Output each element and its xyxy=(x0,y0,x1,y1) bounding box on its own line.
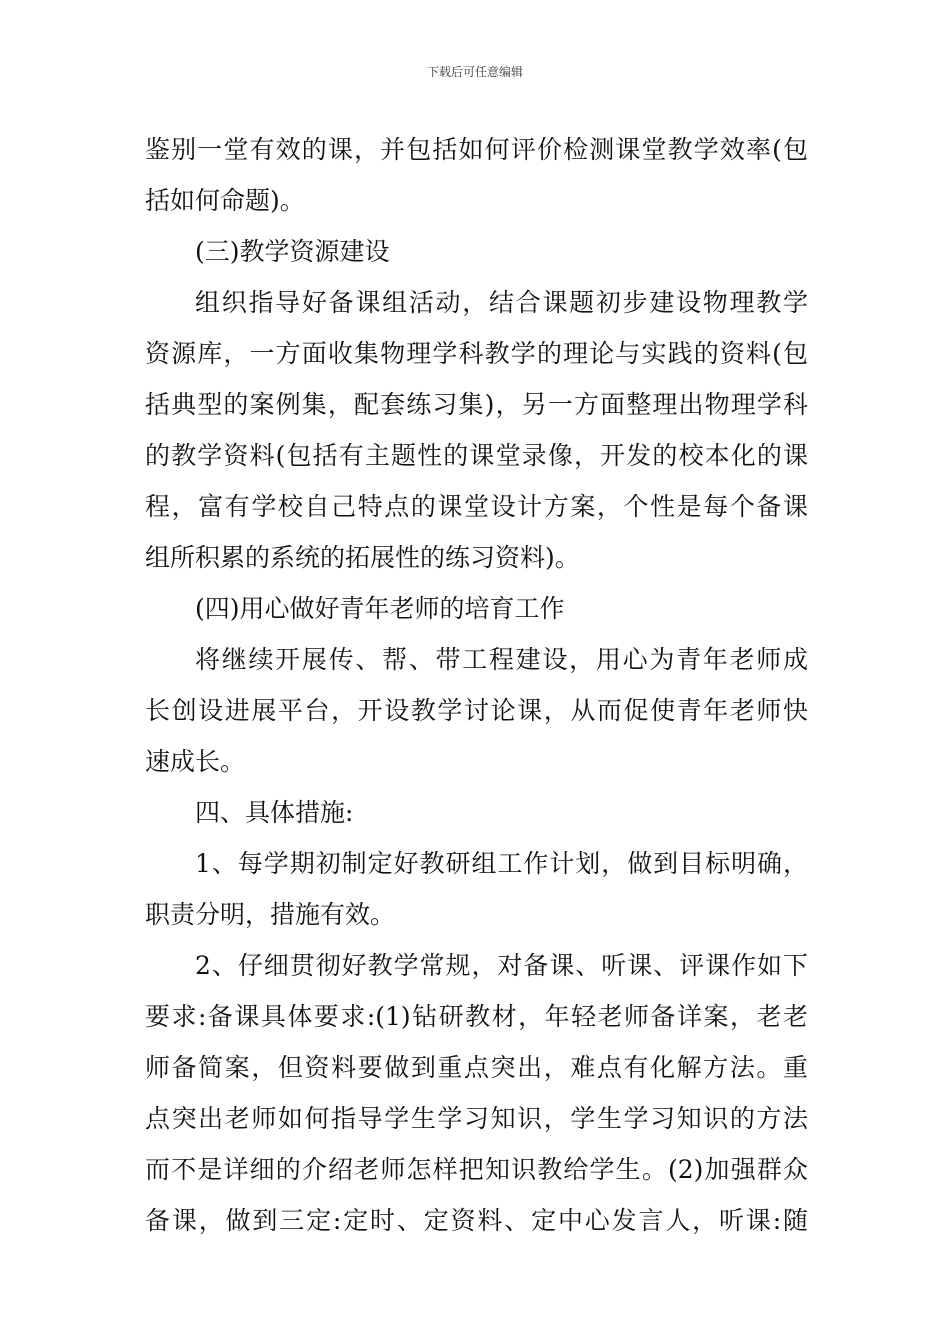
text-line: 备课，做到三定:定时、定资料、定中心发言人，听课:随 xyxy=(145,1206,808,1235)
text-line: 鉴别一堂有效的课，并包括如何评价检测课堂教学效率(包 xyxy=(145,135,808,164)
text-line: 1、每学期初制定好教研组工作计划，做到目标明确， xyxy=(195,849,808,878)
text-line: 职责分明，措施有效。 xyxy=(145,900,396,929)
text-line: 速成长。 xyxy=(145,747,246,776)
paragraph-7 xyxy=(145,838,808,940)
text-line: 师备简案，但资料要做到重点突出，难点有化解方法。重 xyxy=(145,1053,808,1082)
text-line: 而不是详细的介绍老师怎样把知识教给学生。(2)加强群众 xyxy=(145,1155,808,1184)
paragraph-5 xyxy=(145,634,808,787)
text-line: 点突出老师如何指导学生学习知识，学生学习知识的方法 xyxy=(145,1104,808,1133)
text-line: 程，富有学校自己特点的课堂设计方案，个性是每个备课 xyxy=(145,492,808,521)
paragraph-3 xyxy=(145,277,808,583)
text-line: 的教学资料(包括有主题性的课堂录像，开发的校本化的课 xyxy=(145,441,808,470)
text-line: 将继续开展传、帮、带工程建设，用心为青年老师成 xyxy=(195,645,808,674)
text-line: 括如何命题)。 xyxy=(145,186,305,215)
document-body xyxy=(145,124,808,1246)
text-line: (四)用心做好青年老师的培育工作 xyxy=(195,594,565,623)
text-line: 四、具体措施: xyxy=(195,798,354,827)
section-heading-teaching-resources xyxy=(145,226,808,277)
text-line: 长创设进展平台，开设教学讨论课，从而促使青年老师快 xyxy=(145,696,808,725)
text-line: 组织指导好备课组活动，结合课题初步建设物理教学 xyxy=(195,288,808,317)
text-line: 组所积累的系统的拓展性的练习资料)。 xyxy=(145,543,580,572)
paragraph-8 xyxy=(145,940,808,1246)
text-line: 括典型的案例集，配套练习集)，另一方面整理出物理学科 xyxy=(145,390,808,419)
text-line: (三)教学资源建设 xyxy=(195,237,390,266)
paragraph-1 xyxy=(145,124,808,226)
text-line: 2、仔细贯彻好教学常规，对备课、听课、评课作如下 xyxy=(195,951,808,980)
section-heading-young-teachers xyxy=(145,583,808,634)
text-line: 要求:备课具体要求:(1)钻研教材，年轻老师备详案，老老 xyxy=(145,1002,808,1031)
page-header: 下载后可任意编辑 xyxy=(426,65,523,79)
text-line: 资源库，一方面收集物理学科教学的理论与实践的资料(包 xyxy=(145,339,808,368)
section-heading-measures xyxy=(145,787,808,838)
